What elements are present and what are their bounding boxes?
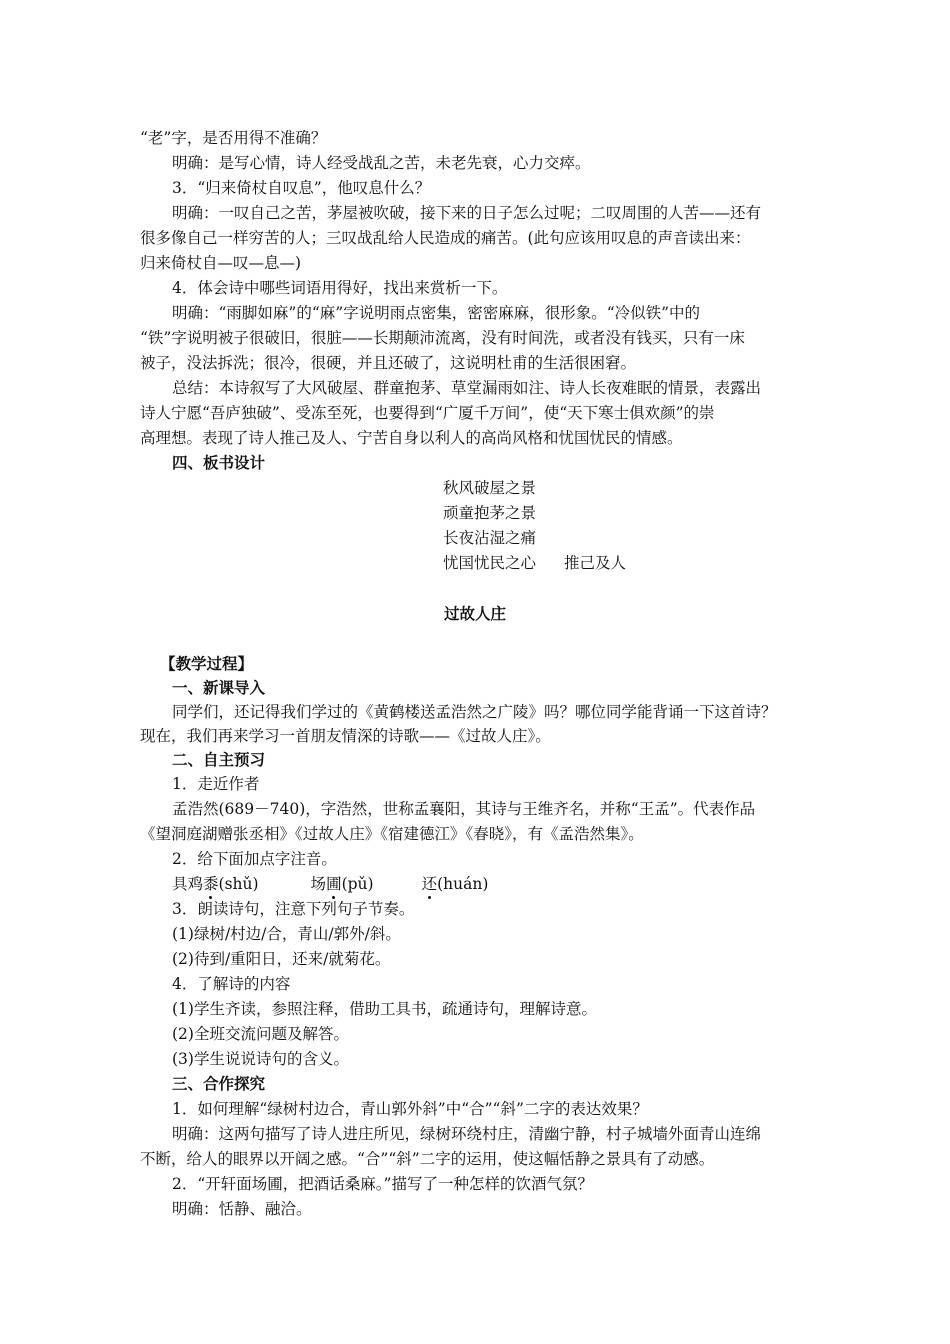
text-line: 2．“开轩面场圃，把酒话桑麻。”描写了一种怎样的饮酒气氛？ bbox=[172, 1175, 593, 1193]
heading-preview: 二、自主预习 bbox=[172, 750, 266, 769]
text-line: 3．朗读诗句，注意下列句子节奏。 bbox=[172, 900, 415, 918]
phonetic-line bbox=[172, 872, 488, 896]
text-line: (3)学生说说诗句的含义。 bbox=[172, 1050, 349, 1068]
text-line: 4．体会诗中哪些词语用得好，找出来赏析一下。 bbox=[172, 279, 508, 297]
text-line: 同学们，还记得我们学过的《黄鹤楼送孟浩然之广陵》吗？哪位同学能背诵一下这首诗？ bbox=[172, 703, 777, 721]
board-line: 秋风破屋之景 bbox=[443, 479, 537, 497]
phonetic-item: 场圃(pǔ) bbox=[311, 875, 374, 893]
phonetic-item: 还(huán) bbox=[422, 875, 489, 893]
text-line: 明确：一叹自己之苦，茅屋被吹破，接下来的日子怎么过呢；二叹周围的人苦——还有 bbox=[172, 204, 762, 222]
text-line: 1．如何理解“绿树村边合，青山郭外斜”中“合”“斜”二字的表达效果？ bbox=[172, 1100, 648, 1118]
text-line: 归来倚杖自—叹—息—) bbox=[140, 254, 302, 272]
dotted-char: 还 bbox=[422, 872, 438, 896]
dotted-char: 黍 bbox=[203, 872, 219, 896]
board-line-text: 忧国忧民之心 bbox=[443, 554, 537, 572]
text-line: (2)待到/重阳日，还来/就菊花。 bbox=[172, 950, 391, 968]
heading-teaching-process: 【教学过程】 bbox=[160, 654, 254, 673]
board-line: 顽童抱茅之景 bbox=[443, 504, 537, 522]
poem-title: 过故人庄 bbox=[443, 604, 506, 623]
text-line: 诗人宁愿“吾庐独破”、受冻至死，也要得到“广厦千万间”，使“天下寒士俱欢颜”的崇 bbox=[140, 404, 715, 422]
board-line-right: 推己及人 bbox=[564, 554, 627, 572]
text-line: 2．给下面加点字注音。 bbox=[172, 850, 337, 868]
text-line: 孟浩然(689－740)，字浩然，世称孟襄阳，其诗与王维齐名，并称“王孟”。代表作品 bbox=[172, 800, 756, 818]
text-line: (1)绿树/村边/合，青山/郭外/斜。 bbox=[172, 925, 401, 943]
board-line bbox=[443, 551, 626, 575]
heading-intro: 一、新课导入 bbox=[172, 678, 266, 697]
text-line: 高理想。表现了诗人推己及人、宁苦自身以利人的高尚风格和忧国忧民的情感。 bbox=[140, 429, 683, 447]
text-line: 被子，没法拆洗；很冷，很硬，并且还破了，这说明杜甫的生活很困窘。 bbox=[140, 354, 637, 372]
phonetic-item: 具鸡黍(shǔ) bbox=[172, 875, 259, 893]
text-line: 3．“归来倚杖自叹息”，他叹息什么？ bbox=[172, 179, 431, 197]
heading-board-design: 四、板书设计 bbox=[172, 453, 266, 472]
text-line: “铁”字说明被子很破旧，很脏——长期颠沛流离，没有时间洗，或者没有钱买，只有一床 bbox=[140, 329, 745, 347]
text-line: 不断，给人的眼界以开阔之感。“合”“斜”二字的运用，使这幅恬静之景具有了动感。 bbox=[140, 1150, 715, 1168]
text-line: 明确：是写心情，诗人经受战乱之苦，未老先衰，心力交瘁。 bbox=[172, 154, 591, 172]
text-line: 很多像自己一样穷苦的人；三叹战乱给人民造成的痛苦。(此句应该用叹息的声音读出来： bbox=[140, 229, 751, 247]
text-line: 1．走近作者 bbox=[172, 775, 260, 793]
text-line: “老”字，是否用得不准确？ bbox=[140, 129, 327, 147]
heading-explore: 三、合作探究 bbox=[172, 1074, 266, 1093]
text-line: 《望洞庭湖赠张丞相》《过故人庄》《宿建德江》《春晓》，有《孟浩然集》。 bbox=[140, 825, 644, 843]
text-line: 明确：“雨脚如麻”的“麻”字说明雨点密集，密密麻麻，很形象。“冷似铁”中的 bbox=[172, 304, 701, 322]
text-line: (1)学生齐读，参照注释，借助工具书，疏通诗句，理解诗意。 bbox=[172, 1000, 597, 1018]
text-line: 明确：这两句描写了诗人进庄所见，绿树环绕村庄，清幽宁静，村子城墙外面青山连绵 bbox=[172, 1125, 762, 1143]
text-line: 现在，我们再来学习一首朋友情深的诗歌——《过故人庄》。 bbox=[140, 727, 551, 745]
text-line: 4．了解诗的内容 bbox=[172, 975, 291, 993]
dotted-char: 圃 bbox=[326, 872, 342, 896]
text-line: 明确：恬静、融洽。 bbox=[172, 1200, 312, 1218]
board-line: 长夜沾湿之痛 bbox=[443, 529, 537, 547]
text-line: 总结：本诗叙写了大风破屋、群童抱茅、草堂漏雨如注、诗人长夜难眠的情景，表露出 bbox=[172, 379, 762, 397]
text-line: (2)全班交流问题及解答。 bbox=[172, 1025, 349, 1043]
